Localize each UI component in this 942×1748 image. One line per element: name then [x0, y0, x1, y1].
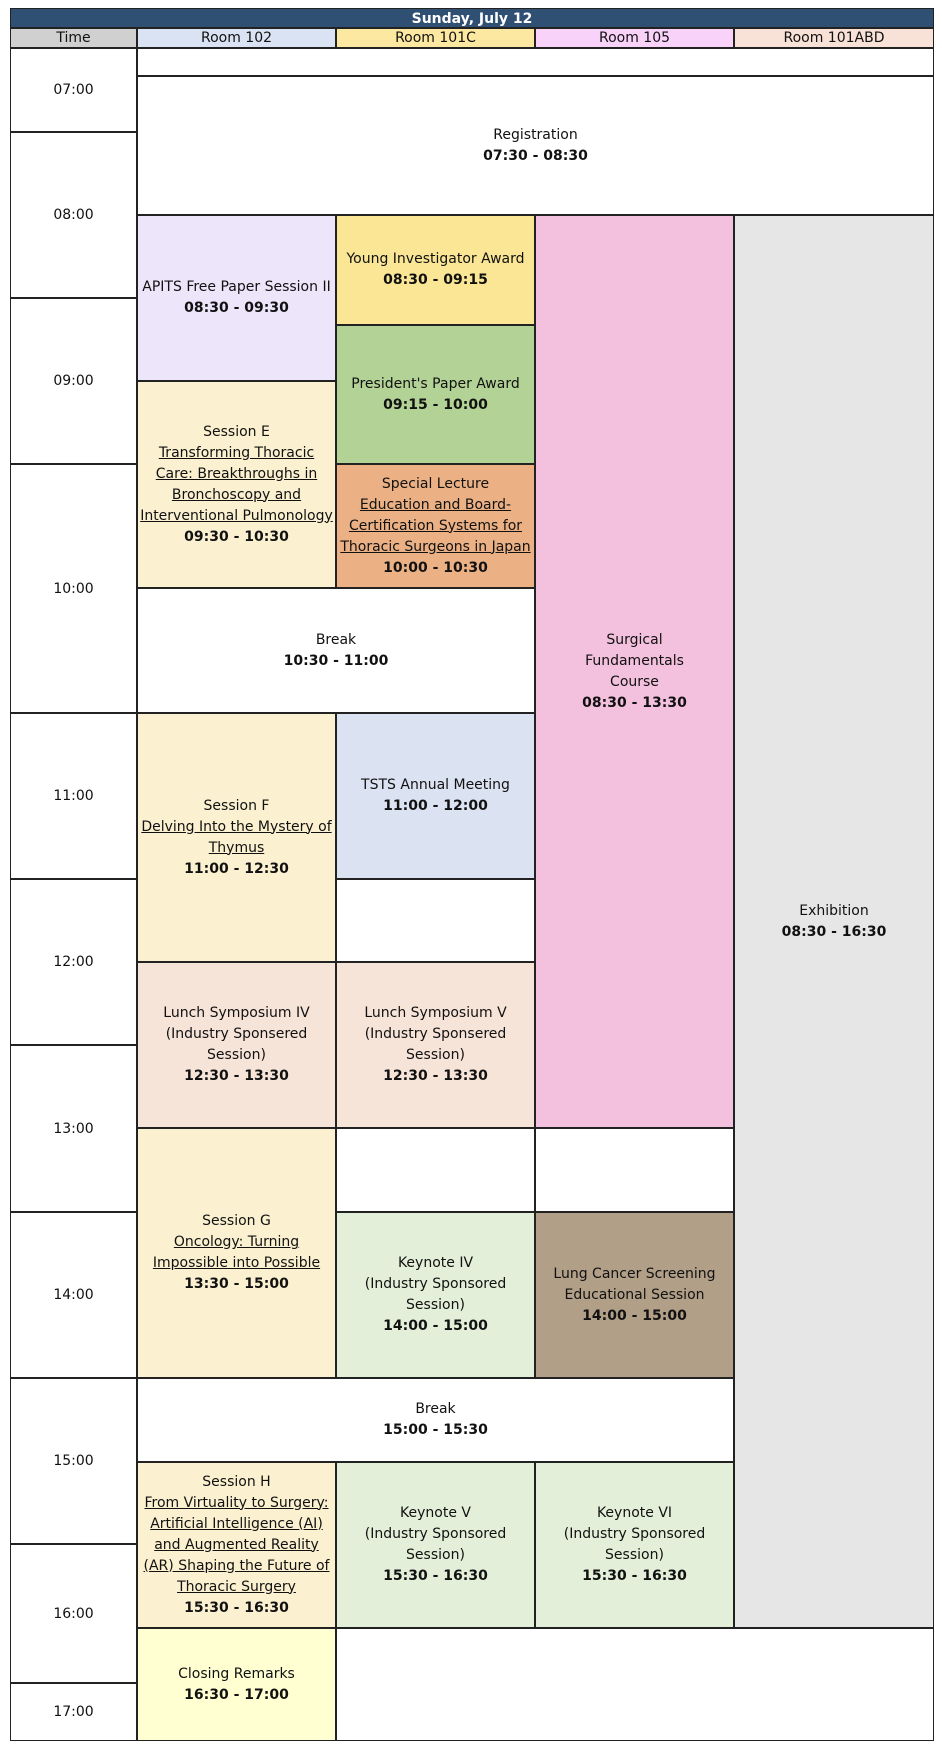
- tsts-annual-meeting-block[interactable]: [336, 713, 535, 879]
- session-title: Surgical Fundamentals Course: [585, 631, 684, 690]
- room-101c-header: Room 101C: [336, 28, 535, 48]
- registration-block[interactable]: [137, 76, 934, 215]
- session-time: 11:00 - 12:30: [184, 860, 289, 877]
- session-time: 14:00 - 15:00: [383, 1318, 488, 1334]
- session-time: 08:30 - 09:15: [383, 272, 488, 288]
- session-subtitle-link[interactable]: Oncology: Turning Impossible into Possible: [152, 1234, 321, 1271]
- time-slot-1700: 17:00: [10, 1683, 137, 1741]
- session-title: Keynote IV: [397, 1255, 474, 1271]
- presidents-paper-award-block[interactable]: [336, 325, 535, 464]
- exhibition-block[interactable]: [734, 215, 934, 1628]
- session-time: 09:15 - 10:00: [383, 396, 488, 413]
- empty-slot: [336, 1128, 535, 1212]
- empty-slot: [535, 1128, 734, 1212]
- session-subtitle: (Industry Sponsored Session): [563, 1526, 706, 1563]
- session-time: 07:30 - 08:30: [483, 147, 588, 164]
- closing-remarks-block[interactable]: [137, 1628, 336, 1741]
- keynote-v-block[interactable]: [336, 1462, 535, 1628]
- empty-slot: [336, 1628, 934, 1741]
- session-subtitle: (Industry Sponsered Session): [165, 1026, 308, 1063]
- session-subtitle-link[interactable]: Education and Board-Certification Systems for Thoracic Surgeons in Japan: [340, 496, 531, 555]
- session-title: President's Paper Award: [351, 375, 520, 392]
- lung-cancer-screening-block[interactable]: [535, 1212, 734, 1378]
- session-title: Special Lecture: [381, 475, 490, 492]
- session-time: 08:30 - 13:30: [582, 694, 687, 711]
- session-subtitle-link[interactable]: From Virtuality to Surgery: Artificial Intelligence (AI) and Augmented Reality (AR) Shaping the Future of Thoracic Surgery: [143, 1494, 330, 1595]
- time-column-header: Time: [10, 28, 137, 48]
- break-block[interactable]: [137, 588, 535, 713]
- session-h-block[interactable]: [137, 1462, 336, 1628]
- session-title: Lunch Symposium IV: [163, 1005, 310, 1021]
- session-title: Session H: [202, 1473, 271, 1490]
- session-time: 15:30 - 16:30: [184, 1599, 289, 1616]
- session-e-block[interactable]: [137, 381, 336, 588]
- session-time: 08:30 - 16:30: [781, 923, 887, 940]
- time-slot-1300: 13:00: [10, 1045, 137, 1212]
- lunch-symposium-iv-block[interactable]: [137, 962, 336, 1128]
- session-time: 11:00 - 12:00: [383, 798, 488, 814]
- lunch-symposium-v-block[interactable]: [336, 962, 535, 1128]
- session-title: Lung Cancer Screening Educational Session: [553, 1265, 716, 1303]
- session-subtitle: (Industry Sponsered Session): [364, 1026, 507, 1063]
- room-101abd-header: Room 101ABD: [734, 28, 934, 48]
- session-title: Session G: [202, 1213, 271, 1229]
- time-slot-1500: 15:00: [10, 1378, 137, 1544]
- session-title: Keynote VI: [596, 1505, 673, 1521]
- empty-slot: [336, 879, 535, 962]
- time-slot-1000: 10:00: [10, 464, 137, 713]
- session-f-block[interactable]: [137, 713, 336, 962]
- time-slot-0900: 09:00: [10, 298, 137, 464]
- session-time: 15:00 - 15:30: [383, 1422, 488, 1438]
- apits-free-paper-block[interactable]: [137, 215, 336, 381]
- session-time: 12:30 - 13:30: [184, 1068, 289, 1084]
- session-title: Young Investigator Award: [346, 251, 525, 267]
- session-subtitle-link[interactable]: Delving Into the Mystery of Thymus: [141, 818, 332, 856]
- time-slot-1400: 14:00: [10, 1212, 137, 1378]
- session-time: 15:30 - 16:30: [582, 1568, 687, 1584]
- session-title: Break: [315, 631, 357, 648]
- session-time: 08:30 - 09:30: [184, 300, 289, 316]
- session-title: Closing Remarks: [178, 1665, 295, 1682]
- session-title: Lunch Symposium V: [364, 1005, 507, 1021]
- session-time: 13:30 - 15:00: [184, 1276, 289, 1292]
- young-investigator-award-block[interactable]: [336, 215, 535, 325]
- session-time: 14:00 - 15:00: [582, 1307, 687, 1324]
- surgical-fundamentals-block[interactable]: [535, 215, 734, 1128]
- session-title: Keynote V: [400, 1505, 471, 1521]
- special-lecture-block[interactable]: [336, 464, 535, 588]
- keynote-iv-block[interactable]: [336, 1212, 535, 1378]
- time-slot-1100: 11:00: [10, 713, 137, 879]
- session-title: Session E: [203, 423, 270, 440]
- session-title: Break: [415, 1401, 456, 1417]
- session-title: Registration: [493, 126, 578, 143]
- time-slot-0700: 07:00: [10, 48, 137, 132]
- session-title: Session F: [203, 797, 270, 814]
- session-title: APITS Free Paper Session II: [142, 279, 331, 295]
- session-g-block[interactable]: [137, 1128, 336, 1378]
- keynote-vi-block[interactable]: [535, 1462, 734, 1628]
- time-slot-0800: 08:00: [10, 132, 137, 298]
- room-105-header: Room 105: [535, 28, 734, 48]
- time-slot-1200: 12:00: [10, 879, 137, 1045]
- empty-slot: [137, 48, 934, 76]
- session-title: Exhibition: [799, 902, 869, 919]
- session-subtitle-link[interactable]: Transforming Thoracic Care: Breakthroughs in Bronchoscopy and Interventional Pulmonology: [140, 444, 333, 524]
- session-subtitle: (Industry Sponsored Session): [364, 1276, 507, 1313]
- session-subtitle: (Industry Sponsored Session): [364, 1526, 507, 1563]
- session-time: 16:30 - 17:00: [184, 1686, 289, 1703]
- session-title: TSTS Annual Meeting: [361, 777, 510, 793]
- session-time: 12:30 - 13:30: [383, 1068, 488, 1084]
- page-title: Sunday, July 12: [10, 8, 934, 28]
- break-block[interactable]: [137, 1378, 734, 1462]
- session-time: 10:30 - 11:00: [283, 652, 389, 669]
- room-102-header: Room 102: [137, 28, 336, 48]
- session-time: 10:00 - 10:30: [383, 559, 488, 576]
- session-time: 15:30 - 16:30: [383, 1568, 488, 1584]
- session-time: 09:30 - 10:30: [184, 528, 289, 545]
- time-slot-1600: 16:00: [10, 1544, 137, 1683]
